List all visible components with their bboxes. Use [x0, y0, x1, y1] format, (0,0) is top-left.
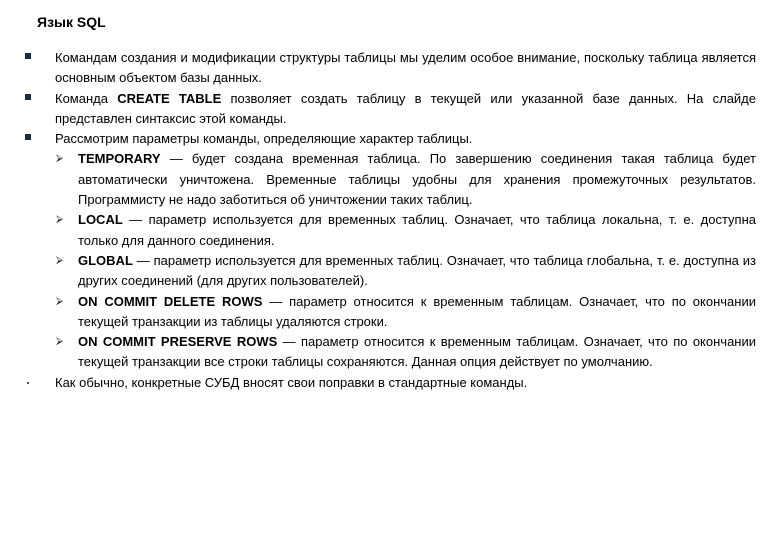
list-item: [0, 48, 780, 89]
sub-item-text: — параметр используется для временных таблиц. Означает, что таблица глобальна, т. е. доступна из других соединений (для других пользователей).: [78, 252, 756, 289]
sub-item-text: — параметр относится к временным таблицам. Означает, что по окончании текущей транзакции из таблицы удаляются строки.: [78, 293, 756, 329]
item-prefix: Команда: [55, 90, 118, 106]
item-text: Командам создания и модификации структуры таблицы мы уделим особое внимание, поскольку таблица является основным объектом базы данных.: [55, 50, 756, 86]
list-item: [0, 89, 780, 130]
sub-list-item: [0, 251, 780, 292]
sub-list-item: [0, 210, 780, 251]
item-text: Рассмотрим параметры команды, определяющие характер таблицы.: [55, 131, 473, 147]
list-item: [0, 373, 780, 393]
dot-bullet-icon: [27, 382, 29, 384]
item-keyword: CREATE TABLE: [117, 90, 222, 106]
bullet-list: [0, 48, 780, 393]
arrow-bullet-icon: ⮚: [56, 254, 64, 266]
arrow-bullet-icon: ⮚: [56, 214, 64, 226]
sub-list-item: [0, 149, 780, 210]
square-bullet-icon: [25, 94, 31, 100]
arrow-bullet-icon: ⮚: [56, 336, 64, 348]
sub-item-keyword: TEMPORARY: [78, 151, 161, 167]
arrow-bullet-icon: ⮚: [56, 153, 64, 165]
square-bullet-icon: [25, 53, 31, 59]
slide-title: Язык SQL: [37, 14, 106, 30]
sub-item-keyword: GLOBAL: [78, 252, 133, 268]
sub-item-keyword: ON COMMIT DELETE ROWS: [78, 293, 263, 309]
item-text: позволяет создать таблицу в текущей или указанной базе данных. На слайде представлен синтаксис этой команды.: [55, 90, 757, 126]
list-item: [0, 129, 780, 149]
sub-item-keyword: ON COMMIT PRESERVE ROWS: [78, 334, 278, 350]
sub-item-text: — параметр относится к временным таблицам. Означает, что по окончании текущей транзакции все строки таблицы сохраняются. Данная опция действует по умолчанию.: [78, 334, 756, 370]
sub-item-text: — параметр используется для временных таблиц. Означает, что таблица локальна, т. е. доступна только для данного соединения.: [78, 212, 756, 248]
item-text: Как обычно, конкретные СУБД вносят свои поправки в стандартные команды.: [55, 374, 528, 390]
arrow-bullet-icon: ⮚: [56, 295, 64, 307]
sub-list-item: [0, 292, 780, 333]
sub-list-item: [0, 332, 780, 373]
square-bullet-icon: [25, 134, 31, 140]
sub-item-keyword: LOCAL: [78, 212, 123, 228]
sub-item-text: — будет создана временная таблица. По завершению соединения такая таблица будет автоматически уничтожена. Временные таблицы удобны для хранения промежуточных результатов. Программисту не надо заботиться об уничтожении таких таблиц.: [78, 151, 756, 208]
